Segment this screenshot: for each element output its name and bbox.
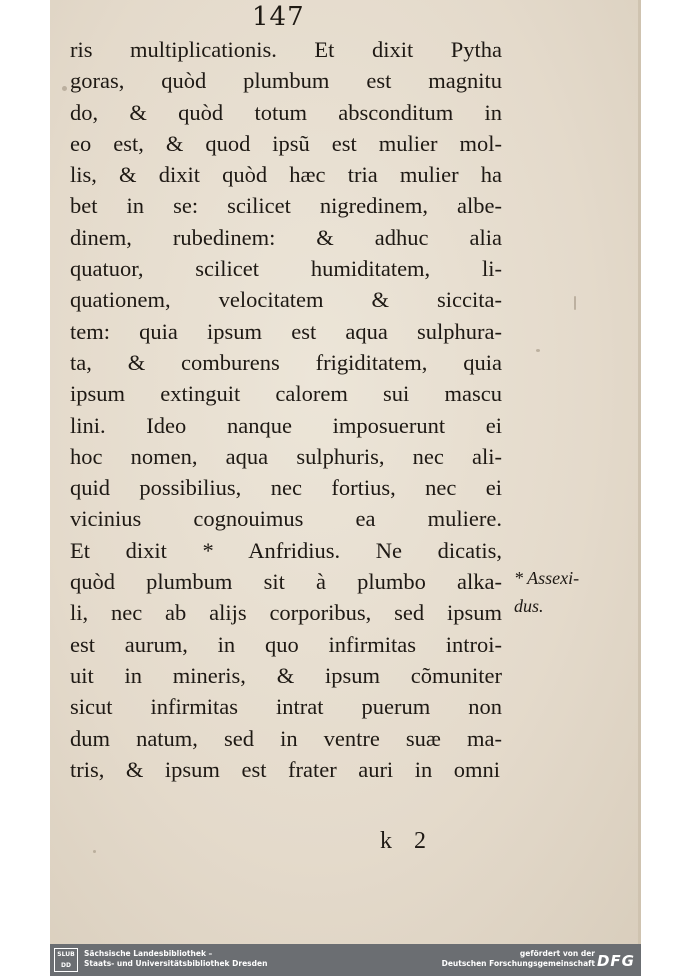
marginal-note-line: * Assexi- — [514, 568, 580, 588]
text-line: uit in mineris, & ipsum cõmuniter — [70, 662, 502, 688]
text-line: lini. Ideo nanque imposuerunt ei — [70, 412, 502, 438]
text-line: hoc nomen, aqua sulphuris, nec ali- — [70, 443, 502, 469]
text-line: est aurum, in quo infirmitas introi- — [70, 631, 502, 657]
text-line: tem: quia ipsum est aqua sulphura- — [70, 318, 502, 344]
ink-speck — [62, 86, 67, 91]
text-line: ta, & comburens frigiditatem, quia — [70, 349, 502, 375]
text-line: bet in se: scilicet nigredinem, albe- — [70, 193, 502, 219]
text-line: dum natum, sed in ventre suæ ma- — [70, 725, 502, 751]
text-line: lis, & dixit quòd hæc tria mulier ha — [70, 162, 502, 188]
text-line: quòd plumbum sit à plumbo alka- — [70, 569, 502, 595]
ink-speck — [574, 296, 576, 310]
text-line: tris, & ipsum est frater auri in omni — [70, 756, 500, 782]
text-line: goras, quòd plumbum est magnitu — [70, 68, 502, 94]
text-line: ipsum extinguit calorem sui mascu — [70, 381, 502, 407]
ink-speck — [536, 349, 540, 352]
text-line: vicinius cognouimus ea muliere. — [70, 506, 502, 532]
marginal-note-line: dus. — [514, 596, 544, 616]
text-line: do, & quòd totum absconditum in — [70, 99, 502, 125]
signature-mark: k 2 — [380, 828, 434, 854]
slub-logo: SLUB DD — [54, 948, 78, 972]
page-edge — [638, 0, 641, 944]
text-line: sicut infirmitas intrat puerum non — [70, 694, 502, 720]
text-line: ris multiplicationis. Et dixit Pytha — [70, 37, 502, 62]
library-name: Sächsische Landesbibliothek – Staats- und Universitätsbibliothek Dresden — [84, 949, 268, 968]
text-line: Et dixit * Anfridius. Ne dicatis, — [70, 537, 502, 563]
funder-text: gefördert von der Deutschen Forschungsgemeinschaft — [441, 949, 595, 968]
text-line: dinem, rubedinem: & adhuc alia — [70, 224, 502, 250]
text-line: li, nec ab alijs corporibus, sed ipsum — [70, 600, 502, 626]
body-text — [70, 34, 510, 785]
dfg-logo: DFG — [596, 952, 635, 970]
text-line: quatuor, scilicet humiditatem, li- — [70, 256, 502, 282]
ink-speck — [93, 850, 96, 853]
text-line: quid possibilius, nec fortius, nec ei — [70, 475, 502, 501]
footer-bar — [50, 944, 641, 976]
text-line: eo est, & quod ipsũ est mulier mol- — [70, 130, 502, 156]
marginal-note — [514, 564, 604, 620]
page-number: 147 — [252, 2, 305, 32]
text-line: quationem, velocitatem & siccita- — [70, 287, 502, 313]
